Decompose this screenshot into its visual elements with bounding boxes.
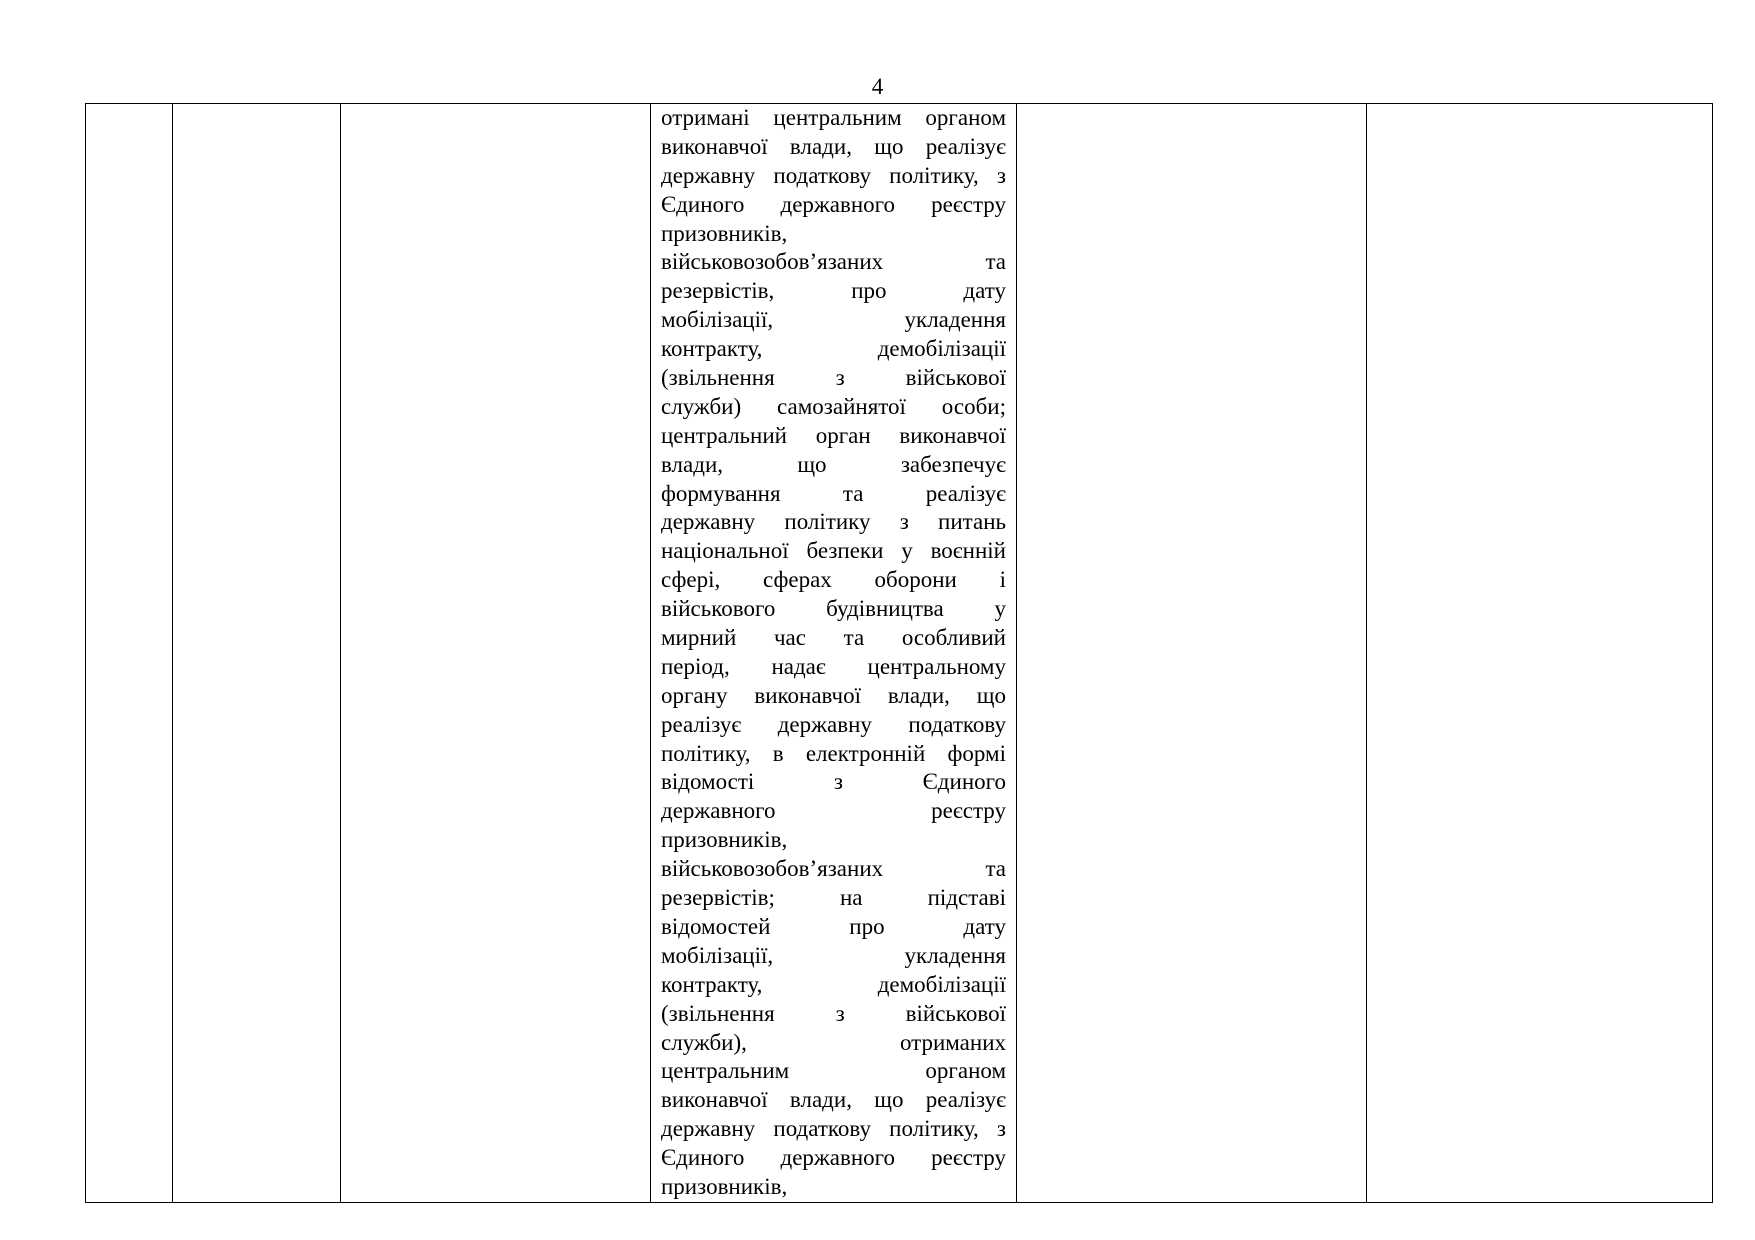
text-line: державного реєстру xyxy=(661,798,1006,824)
text-line: сфері, сферах оборони і xyxy=(661,567,1006,593)
page-number: 4 xyxy=(871,74,884,99)
text-line: резервістів; на підставі xyxy=(661,885,1006,911)
text-line: період, надає центральному xyxy=(661,653,1006,679)
text-line: (звільнення з військової xyxy=(661,365,1006,391)
text-line: контракту, демобілізації xyxy=(661,336,1006,362)
text-line: мирний час та особливий xyxy=(661,625,1006,651)
table-cell-col-5 xyxy=(1017,104,1367,1203)
text-line: резервістів, про дату xyxy=(661,278,1006,304)
text-line: органу виконавчої влади, що xyxy=(661,682,1006,708)
table-cell-col-3 xyxy=(341,104,651,1203)
table-cell-col-6 xyxy=(1367,104,1713,1203)
text-line: отримані центральним органом xyxy=(661,105,1006,130)
text-line: контракту, демобілізації xyxy=(661,971,1006,997)
text-line: військовозобов’язаних та xyxy=(661,856,1006,882)
document-table xyxy=(85,103,1713,1203)
cell-text-block xyxy=(651,104,1016,1202)
text-line: військового будівництва у xyxy=(661,596,1006,622)
text-line: центральним органом xyxy=(661,1058,1006,1084)
text-line: формування та реалізує xyxy=(661,480,1006,506)
text-line: служби) самозайнятої особи; xyxy=(661,393,1006,419)
text-line: Єдиного державного реєстру xyxy=(661,1145,1006,1171)
table-cell-col-4 xyxy=(651,104,1017,1203)
text-line: (звільнення з військової xyxy=(661,1000,1006,1026)
text-line: мобілізації, укладення xyxy=(661,307,1006,333)
text-line: призовників, xyxy=(661,220,788,246)
text-line: призовників, xyxy=(661,1173,788,1199)
text-line: державну політику з питань xyxy=(661,509,1006,535)
text-line: державну податкову політику, з xyxy=(661,162,1006,188)
table-cell-col-2 xyxy=(173,104,341,1203)
text-line: виконавчої влади, що реалізує xyxy=(661,1087,1006,1113)
text-line: виконавчої влади, що реалізує xyxy=(661,133,1006,159)
text-line: відомостей про дату xyxy=(661,913,1006,939)
text-line: мобілізації, укладення xyxy=(661,942,1006,968)
text-line: влади, що забезпечує xyxy=(661,451,1006,477)
text-line: центральний орган виконавчої xyxy=(661,422,1006,448)
text-line: військовозобов’язаних та xyxy=(661,249,1006,275)
table-cell-col-1 xyxy=(86,104,173,1203)
text-line: реалізує державну податкову xyxy=(661,711,1006,737)
text-line: національної безпеки у воєнній xyxy=(661,538,1006,564)
text-line: служби), отриманих xyxy=(661,1029,1006,1055)
text-line: державну податкову політику, з xyxy=(661,1116,1006,1142)
text-line: Єдиного державного реєстру xyxy=(661,191,1006,217)
table-row xyxy=(86,104,1713,1203)
text-line: політику, в електронній формі xyxy=(661,740,1006,766)
text-line: призовників, xyxy=(661,827,788,853)
text-line: відомості з Єдиного xyxy=(661,769,1006,795)
